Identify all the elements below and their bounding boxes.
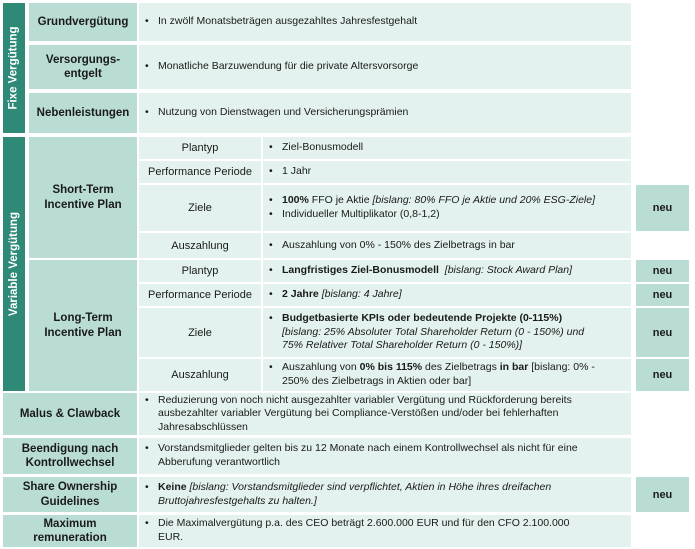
lti-auszahlung-text: • Auszahlung von 0% bis 115% des Zielbetrags in bar [bislang: 0% - 250% des Zielbetrags in Aktien oder bar] [263, 359, 631, 391]
row-label-beendigung: Beendigung nach Kontrollwechsel [3, 438, 137, 474]
lti-periode-text: • 2 Jahre [bislang: 4 Jahre] [263, 284, 631, 306]
lti-ziele-text: • Budgetbasierte KPIs oder bedeutende Projekte (0-115%) [bislang: 25% Absoluter Total Shareholder Return (0 - 150%) und 75% Relativer Total Shareholder Return (0 - 150%)] [263, 308, 631, 357]
sti-plantyp-text: • Ziel-Bonusmodell [263, 137, 631, 159]
lti-ziele-label: Ziele [139, 308, 261, 357]
sti-periode-label: Performance Periode [139, 161, 261, 183]
sti-periode-text: • 1 Jahr [263, 161, 631, 183]
row-label-share-ownership: Share Ownership Guidelines [3, 477, 137, 512]
row-label-malus: Malus & Clawback [3, 393, 137, 435]
neu-badge-lti-periode: neu [636, 284, 689, 306]
neu-badge-share-ownership: neu [636, 477, 689, 512]
row-label-versorgungsentgelt: Versorgungs-entgelt [29, 45, 137, 89]
neu-badge-lti-auszahlung: neu [636, 359, 689, 391]
sti-ziele-text: • 100% FFO je Aktie [bislang: 80% FFO je Aktie und 20% ESG-Ziele] • Individueller Multiplikator (0,8-1,2) [263, 185, 631, 231]
row-text-maximum: • Die Maximalvergütung p.a. des CEO beträgt 2.600.000 EUR und für den CFO 2.100.000 EUR. [139, 515, 631, 547]
row-text-beendigung: • Vorstandsmitglieder gelten bis zu 12 Monate nach einem Kontrollwechsel als nicht für eine Abberufung verantwortlich [139, 438, 631, 474]
sti-plantyp-label: Plantyp [139, 137, 261, 159]
row-label-maximum: Maximum remuneration [3, 515, 137, 547]
lti-plantyp-label: Plantyp [139, 260, 261, 282]
lti-plantyp-text: • Langfristiges Ziel-Bonusmodell [bislang: Stock Award Plan] [263, 260, 631, 282]
side-label-variable: Variable Vergütung [3, 137, 25, 391]
lti-auszahlung-label: Auszahlung [139, 359, 261, 391]
neu-badge-lti-ziele: neu [636, 308, 689, 357]
sti-ziele-label: Ziele [139, 185, 261, 231]
row-text-share-ownership: • Keine [bislang: Vorstandsmitglieder sind verpflichtet, Aktien in Höhe ihres dreifachen Bruttojahresfestgehalts zu halten.] [139, 477, 631, 512]
sti-auszahlung-label: Auszahlung [139, 233, 261, 258]
row-text-grundverguetung: • In zwölf Monatsbeträgen ausgezahltes Jahresfestgehalt [139, 3, 631, 41]
row-text-malus: • Reduzierung von noch nicht ausgezahlter variabler Vergütung und Rückforderung bereits ausbezahlter variabler Vergütung bei Compliance-Verstößen und/oder bei fehlerhaften Jahresabschlüssen [139, 393, 631, 435]
row-label-nebenleistungen: Nebenleistungen [29, 93, 137, 133]
row-label-sti: Short-Term Incentive Plan [29, 137, 137, 258]
side-label-fixed: Fixe Vergütung [3, 3, 25, 133]
row-text-versorgungsentgelt: • Monatliche Barzuwendung für die private Altersvorsorge [139, 45, 631, 89]
row-label-grundverguetung: Grundvergütung [29, 3, 137, 41]
row-text-nebenleistungen: • Nutzung von Dienstwagen und Versicherungsprämien [139, 93, 631, 133]
lti-periode-label: Performance Periode [139, 284, 261, 306]
neu-badge-sti-ziele: neu [636, 185, 689, 231]
neu-badge-lti-plantyp: neu [636, 260, 689, 282]
sti-auszahlung-text: • Auszahlung von 0% - 150% des Zielbetrags in bar [263, 233, 631, 258]
row-label-lti: Long-Term Incentive Plan [29, 260, 137, 391]
